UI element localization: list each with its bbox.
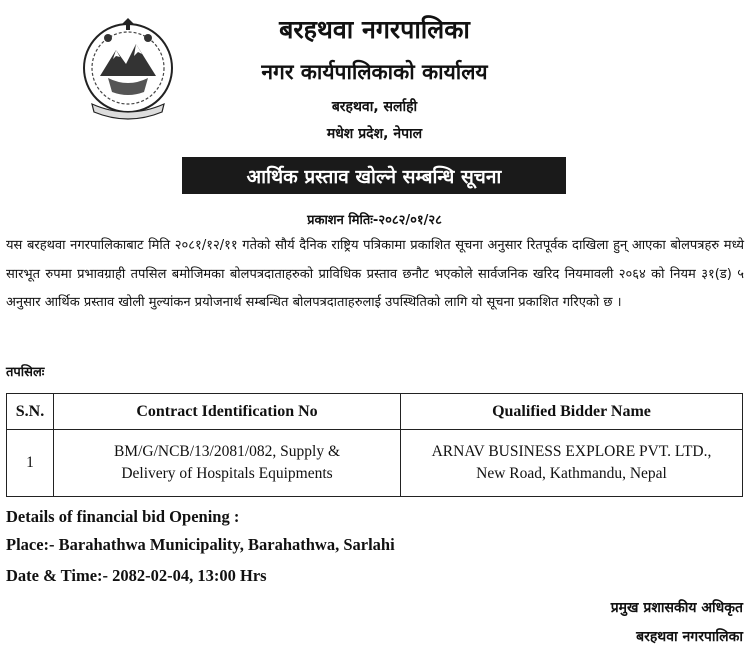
- office-location: बरहथवा, सर्लाही: [331, 99, 418, 115]
- signatory-office: बरहथवा नगरपालिका: [636, 629, 743, 645]
- municipality-name: बरहथवा नगरपालिका: [279, 15, 470, 44]
- opening-datetime: Date & Time:- 2082-02-04, 13:00 Hrs: [6, 566, 267, 585]
- office-name: नगर कार्यपालिकाको कार्यालय: [261, 60, 488, 84]
- table-row: [7, 430, 743, 497]
- cell-sn: 1: [7, 430, 54, 497]
- header-bidder: Qualified Bidder Name: [401, 394, 743, 430]
- publication-date: प्रकाशन मितिः-२०८२/०१/२८: [307, 213, 442, 228]
- table-header-row: [7, 394, 743, 430]
- contract-line: BM/G/NCB/13/2081/082, Supply &: [113, 443, 341, 460]
- header-contract: Contract Identification No: [54, 394, 401, 430]
- bidder-line: New Road, Kathmandu, Nepal: [476, 465, 667, 482]
- bidder-table: [6, 393, 743, 497]
- notice-body: यस बरहथवा नगरपालिकाबाट मिति २०८१/१२/११ गतेको सौर्य दैनिक राष्ट्रिय पत्रिकामा प्रकाशित सूचना अनुसार रितपूर्वक दाखिला हुन् आएका बोलपत्रहरु मध्ये सारभूत रुपमा प्रभावग्राही तपसिल बमोजिमका बोलपत्रदाताहरुको प्राविधिक प्रस्ताव छनौट भएकोले सार्वजनिक खरिद नियमावली २०६४ को नियम ३१(ड) ५ अनुसार आर्थिक प्रस्ताव खोली मुल्यांकन प्रयोजनार्थ सम्बन्धित बोलपत्रदाताहरुलाई उपस्थितिको लागि यो सूचना प्रकाशित गरिएको छ ।: [6, 238, 744, 310]
- header-sn: S.N.: [7, 394, 54, 430]
- contract-line: Delivery of Hospitals Equipments: [121, 465, 333, 482]
- opening-place: Place:- Barahathwa Municipality, Barahathwa, Sarlahi: [6, 535, 395, 554]
- details-label: तपसिलः: [6, 365, 45, 380]
- signatory-title: प्रमुख प्रशासकीय अधिकृत: [610, 600, 743, 616]
- cell-bidder: [401, 430, 743, 497]
- province-country: मधेश प्रदेश, नेपाल: [326, 126, 423, 142]
- cell-contract: [54, 430, 401, 497]
- opening-details-heading: Details of financial bid Opening :: [6, 507, 240, 526]
- bidder-line: ARNAV BUSINESS EXPLORE PVT. LTD.,: [431, 443, 712, 460]
- notice-title: आर्थिक प्रस्ताव खोल्ने सम्बन्धि सूचना: [182, 157, 566, 194]
